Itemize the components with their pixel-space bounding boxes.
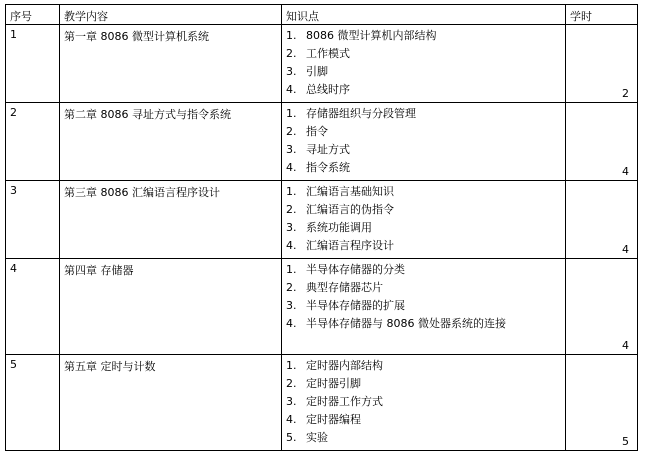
point-text: 存储器组织与分段管理: [306, 107, 416, 120]
point-text: 指令系统: [306, 161, 350, 174]
header-hours: 学时: [566, 5, 638, 25]
table-row: [6, 259, 638, 355]
row-seq: 2: [6, 103, 60, 181]
hours-value: 4: [622, 339, 629, 352]
point-text: 工作模式: [306, 47, 350, 60]
row-chapter: 第二章 8086 寻址方式与指令系统: [60, 103, 282, 181]
hours-value: 5: [622, 435, 629, 448]
list-item: 4. 指令系统: [286, 161, 350, 174]
list-item: 2. 定时器引脚: [286, 377, 361, 390]
point-text: 定时器编程: [306, 413, 361, 426]
point-text: 定时器工作方式: [306, 395, 383, 408]
list-item: 2. 汇编语言的伪指令: [286, 203, 394, 216]
row-points: [282, 355, 566, 451]
point-text: 引脚: [306, 65, 328, 78]
hours-value: 2: [622, 87, 629, 100]
row-chapter: 第三章 8086 汇编语言程序设计: [60, 181, 282, 259]
row-seq: 1: [6, 25, 60, 103]
list-item: 4. 汇编语言程序设计: [286, 239, 394, 252]
row-points: [282, 259, 566, 355]
point-text: 半导体存储器的扩展: [306, 299, 405, 312]
list-item: 3. 引脚: [286, 65, 328, 78]
list-item: 2. 典型存储器芯片: [286, 281, 383, 294]
row-hours: [566, 355, 638, 451]
list-item: 4. 半导体存储器与 8086 微处器系统的连接: [286, 317, 506, 330]
point-text: 8086 微型计算机内部结构: [306, 29, 437, 42]
row-seq: 5: [6, 355, 60, 451]
list-item: 2. 指令: [286, 125, 328, 138]
point-text: 定时器引脚: [306, 377, 361, 390]
list-item: 1. 汇编语言基础知识: [286, 185, 394, 198]
row-chapter: 第五章 定时与计数: [60, 355, 282, 451]
table-row: [6, 355, 638, 451]
row-hours: [566, 181, 638, 259]
list-item: 1. 半导体存储器的分类: [286, 263, 405, 276]
point-text: 半导体存储器的分类: [306, 263, 405, 276]
list-item: 4. 总线时序: [286, 83, 350, 96]
list-item: 3. 系统功能调用: [286, 221, 372, 234]
row-points: [282, 103, 566, 181]
list-item: 1. 定时器内部结构: [286, 359, 383, 372]
row-hours: [566, 259, 638, 355]
point-text: 寻址方式: [306, 143, 350, 156]
syllabus-table-container: [5, 4, 638, 451]
list-item: 3. 定时器工作方式: [286, 395, 383, 408]
row-points: [282, 25, 566, 103]
point-text: 指令: [306, 125, 328, 138]
list-item: 5. 实验: [286, 431, 328, 444]
point-text: 半导体存储器与 8086 微处器系统的连接: [306, 317, 506, 330]
row-points: [282, 181, 566, 259]
list-item: 2. 工作模式: [286, 47, 350, 60]
hours-value: 4: [622, 165, 629, 178]
header-points: 知识点: [282, 5, 566, 25]
point-text: 典型存储器芯片: [306, 281, 383, 294]
header-seq: 序号: [6, 5, 60, 25]
point-text: 系统功能调用: [306, 221, 372, 234]
table-header-row: [6, 5, 638, 25]
point-text: 总线时序: [306, 83, 350, 96]
list-item: 3. 寻址方式: [286, 143, 350, 156]
row-seq: 3: [6, 181, 60, 259]
point-text: 定时器内部结构: [306, 359, 383, 372]
list-item: 1. 8086 微型计算机内部结构: [286, 29, 437, 42]
list-item: 4. 定时器编程: [286, 413, 361, 426]
row-hours: [566, 25, 638, 103]
table-row: [6, 25, 638, 103]
point-text: 汇编语言程序设计: [306, 239, 394, 252]
header-content: 教学内容: [60, 5, 282, 25]
point-text: 实验: [306, 431, 328, 444]
row-chapter: 第一章 8086 微型计算机系统: [60, 25, 282, 103]
row-hours: [566, 103, 638, 181]
list-item: 3. 半导体存储器的扩展: [286, 299, 405, 312]
list-item: 1. 存储器组织与分段管理: [286, 107, 416, 120]
point-text: 汇编语言的伪指令: [306, 203, 394, 216]
hours-value: 4: [622, 243, 629, 256]
row-seq: 4: [6, 259, 60, 355]
table-row: [6, 103, 638, 181]
table-row: [6, 181, 638, 259]
row-chapter: 第四章 存储器: [60, 259, 282, 355]
syllabus-table: [5, 4, 638, 451]
point-text: 汇编语言基础知识: [306, 185, 394, 198]
